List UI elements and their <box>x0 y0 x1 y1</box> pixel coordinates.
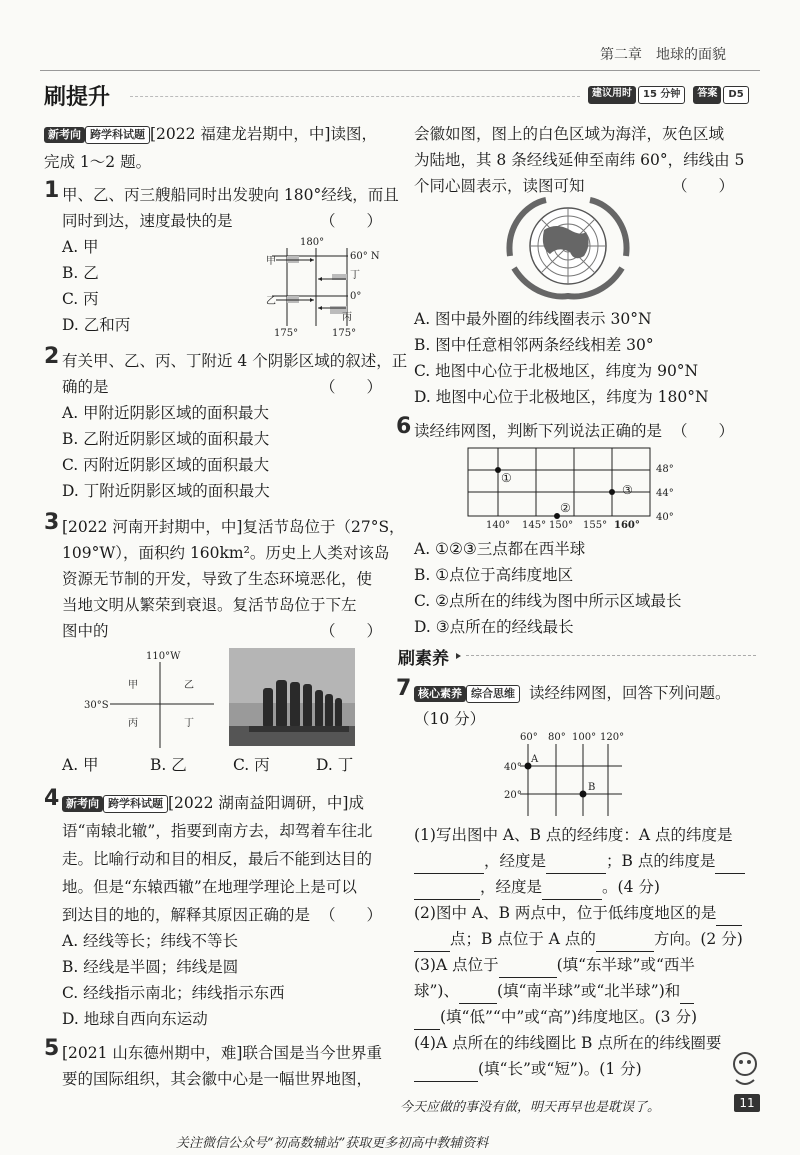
q4-tag-new: 新考向 <box>62 796 103 812</box>
q3-option-c: C. 丙 <box>233 756 270 774</box>
q7-sub3-l1a: (3)A 点位于 <box>414 956 499 974</box>
q2-line2: 确的是 <box>62 378 109 396</box>
q7-sub3-l2a: 球”)、 <box>414 982 459 1000</box>
fig3-lat: 30°S <box>84 700 109 711</box>
fig3-lon: 110°W <box>146 651 181 662</box>
answer-blank[interactable] <box>542 882 602 900</box>
q7-sub1-line2 <box>414 848 745 874</box>
answer-blank[interactable] <box>414 882 480 900</box>
q2-option-a: A. 甲附近阴影区域的面积最大 <box>62 404 270 422</box>
q7-sub2-l2b: 方向。(2 分) <box>653 930 743 948</box>
answer-label: 答案 <box>693 86 721 104</box>
q7-sub3-line2 <box>414 978 694 1004</box>
answer-blank[interactable] <box>680 986 694 1004</box>
q6-option-b: B. ①点位于高纬度地区 <box>414 566 574 584</box>
q3-line2: 109°W），面积约 160km²。历史上人类对该岛 <box>62 544 390 562</box>
un-emblem-figure <box>500 196 636 300</box>
q6-line1: 读经纬网图，判断下列说法正确的是 <box>414 422 663 440</box>
q5-number: 5 <box>44 1036 60 1061</box>
fig6-lon145: 145° <box>522 520 547 530</box>
answer-blank[interactable] <box>459 986 497 1004</box>
fig1-yi: 乙 <box>266 296 276 307</box>
q5-option-a: A. 图中最外圈的纬线圈表示 30°N <box>414 310 652 328</box>
q3-option-a: A. 甲 <box>62 756 99 774</box>
q4-line2: 语“南辕北辙”，指要到南方去，却驾着车往北 <box>62 822 373 840</box>
q4-number: 4 <box>44 786 60 811</box>
q7-sub2-l1: (2)图中 A、B 两点中，位于低纬度地区的是 <box>414 904 717 922</box>
time-box <box>588 86 749 104</box>
fig1-jia: 甲 <box>266 256 276 267</box>
q-intro <box>44 121 377 147</box>
answer-blank[interactable] <box>414 856 484 874</box>
answer-blank[interactable] <box>546 856 606 874</box>
q2-option-b: B. 乙附近阴影区域的面积最大 <box>62 430 270 448</box>
q6-grid-figure <box>460 446 690 530</box>
q7-tag-core: 核心素养 <box>414 686 466 702</box>
time-value: 15 分钟 <box>638 86 685 104</box>
answer-blank[interactable] <box>596 934 654 952</box>
q7-line1 <box>414 680 730 706</box>
q7-sub1-line3 <box>414 874 660 900</box>
mascot-icon <box>728 1050 762 1090</box>
q7-sub3-l1b: (填“东半球”或“西半 <box>556 956 695 974</box>
fig3-jia: 甲 <box>128 680 138 691</box>
q2-number: 2 <box>44 344 60 369</box>
q6-option-d: D. ③点所在的经线最长 <box>414 618 574 636</box>
answer-blank[interactable] <box>414 1012 440 1030</box>
fig6-lat44: 44° <box>656 488 674 499</box>
fig7-point-b: B <box>588 782 596 793</box>
q6-number: 6 <box>396 414 412 439</box>
q4-paren: （ ） <box>320 906 383 924</box>
answer-blank[interactable] <box>715 856 745 874</box>
q7-sub1-l2b: ；B 点的纬度是 <box>606 852 716 870</box>
fig1-bing: 丙 <box>342 312 352 323</box>
q5-line3: 会徽如图，图上的白色区域为海洋，灰色区域 <box>414 125 725 143</box>
q3-moai-photo <box>229 648 355 746</box>
q4-line1 <box>62 790 364 816</box>
fig7-lon120: 120° <box>600 732 625 743</box>
q5-paren: （ ） <box>672 177 735 195</box>
q1-option-c: C. 丙 <box>62 290 99 308</box>
q4-line1-text: [2022 湖南益阳调研，中]成 <box>168 794 364 812</box>
q1-line2: 同时到达，速度最快的是 <box>62 212 233 230</box>
q7-grid-figure <box>500 728 640 822</box>
q5-line2: 要的国际组织，其会徽中心是一幅世界地图， <box>62 1070 373 1088</box>
q7-sub2-line1 <box>414 900 742 926</box>
fig7-lat40: 40° <box>504 762 522 773</box>
footer-note: 关注微信公众号“初高数辅站”获取更多初高中教辅资料 <box>176 1136 489 1151</box>
q7-sub2-line2 <box>414 926 743 952</box>
q5-option-b: B. 图中任意相邻两条经线相差 30° <box>414 336 654 354</box>
q7-number: 7 <box>396 676 412 701</box>
fig6-lon160: 160° <box>614 520 640 530</box>
answer-blank[interactable] <box>499 960 557 978</box>
header-rule <box>40 70 760 71</box>
fig7-point-a: A <box>531 754 539 765</box>
q3-option-b: B. 乙 <box>150 756 187 774</box>
q7-sub4-l2: (填“长”或“短”)。(1 分) <box>478 1060 642 1078</box>
fig6-lon155: 155° <box>583 520 608 530</box>
fig7-lon60: 60° <box>520 732 538 743</box>
q5-line4: 为陆地，其 8 条经线延伸至南纬 60°，纬线由 5 <box>414 151 745 169</box>
q4-line4: 地。但是“东辕西辙”在地理学理论上是可以 <box>62 878 357 896</box>
footer-motto: 今天应做的事没有做，明天再早也是耽误了。 <box>400 1100 661 1115</box>
fig6-lon150: 150° <box>549 520 574 530</box>
q4-option-d: D. 地球自西向东运动 <box>62 1010 208 1028</box>
q3-quadrant-figure <box>80 648 220 750</box>
q7-line1-text: 读经纬网图，回答下列问题。 <box>528 684 731 702</box>
q3-line4: 当地文明从繁荣到衰退。复活节岛位于下左 <box>62 596 357 614</box>
answer-page: D5 <box>723 86 748 104</box>
q7-sub4-line1: (4)A 点所在的纬线圈比 B 点所在的纬线圈要 <box>414 1034 722 1052</box>
fig1-lat60: 60° N <box>350 251 380 262</box>
fig1-lon-right: 175° <box>332 328 357 339</box>
q3-option-d: D. 丁 <box>316 756 354 774</box>
q4-tag-cross: 跨学科试题 <box>103 795 168 813</box>
fig1-lon-left: 175° <box>274 328 299 339</box>
fig1-label-180: 180° <box>300 237 325 248</box>
fig6-lat48: 48° <box>656 464 674 475</box>
fig3-ding: 丁 <box>184 718 194 729</box>
q-intro-line1: [2022 福建龙岩期中，中]读图， <box>150 125 377 143</box>
q4-option-b: B. 经线是半圆；纬线是圆 <box>62 958 239 976</box>
fig1-lat0: 0° <box>350 291 362 302</box>
fig6-p2: ② <box>560 501 571 515</box>
tag-cross: 跨学科试题 <box>85 126 150 144</box>
q5-option-d: D. 地图中心位于北极地区，纬度为 180°N <box>414 388 709 406</box>
q5-line5: 个同心圆表示，读图可知 <box>414 177 585 195</box>
q1-option-b: B. 乙 <box>62 264 99 282</box>
q7-sub3-l3: (填“低”“中”或“高”)纬度地区。(3 分) <box>440 1008 698 1026</box>
q7-sub1-l3a: ，经度是 <box>480 878 543 896</box>
fig7-lat20: 20° <box>504 790 522 801</box>
q3-line1: [2022 河南开封期中，中]复活节岛位于（27°S， <box>62 518 405 536</box>
section-dots <box>466 655 756 656</box>
q2-line1: 有关甲、乙、丙、丁附近 4 个阴影区域的叙述，正 <box>62 352 408 370</box>
q6-paren: （ ） <box>672 422 735 440</box>
q4-line5: 到达目的地的，解释其原因正确的是 <box>62 906 311 924</box>
fig7-lon100: 100° <box>572 732 597 743</box>
answer-blank[interactable] <box>414 1064 478 1082</box>
answer-blank[interactable] <box>414 934 450 952</box>
q1-option-a: A. 甲 <box>62 238 99 256</box>
q1-option-d: D. 乙和丙 <box>62 316 131 334</box>
q6-option-c: C. ②点所在的纬线为图中所示区域最长 <box>414 592 682 610</box>
q5-line1: [2021 山东德州期中，难]联合国是当今世界重 <box>62 1044 382 1062</box>
answer-blank[interactable] <box>716 908 742 926</box>
page-number: 11 <box>734 1094 760 1112</box>
fig7-lon80: 80° <box>548 732 566 743</box>
q4-line3: 走。比喻行动和目的相反，最后不能到达目的 <box>62 850 373 868</box>
q1-line1: 甲、乙、丙三艘船同时出发驶向 180°经线，而且 <box>62 186 399 204</box>
q7-sub1-l3b: 。(4 分) <box>602 878 660 896</box>
q2-option-c: C. 丙附近阴影区域的面积最大 <box>62 456 270 474</box>
fig3-yi: 乙 <box>184 680 194 691</box>
q7-tag-think: 综合思维 <box>466 685 520 703</box>
chapter-title: 第二章 地球的面貌 <box>600 47 726 63</box>
q1-ship-figure <box>262 234 392 340</box>
q7-sub3-l2b: (填“南半球”或“北半球”)和 <box>496 982 681 1000</box>
q3-line5: 图中的 <box>62 622 109 640</box>
fig6-p3: ③ <box>622 483 633 497</box>
q7-sub4-line2 <box>414 1056 642 1082</box>
section-title-text: 刷提升 <box>44 85 111 110</box>
fig6-lon140: 140° <box>486 520 511 530</box>
q7-sub3-line1 <box>414 952 695 978</box>
q2-paren: （ ） <box>320 378 383 396</box>
q1-number: 1 <box>44 178 60 203</box>
q-intro-line2: 完成 1～2 题。 <box>44 153 152 171</box>
fig6-p1: ① <box>501 471 512 485</box>
fig1-ding: 丁 <box>350 270 360 281</box>
q7-sub1-line1: (1)写出图中 A、B 点的经纬度：A 点的纬度是 <box>414 826 733 844</box>
q2-option-d: D. 丁附近阴影区域的面积最大 <box>62 482 270 500</box>
q6-option-a: A. ①②③三点都在西半球 <box>414 540 586 558</box>
section-title-suyang: 刷素养 <box>398 649 449 669</box>
time-label: 建议用时 <box>588 86 636 104</box>
q3-paren: （ ） <box>320 622 383 640</box>
q7-sub1-l2a: ，经度是 <box>484 852 547 870</box>
q3-number: 3 <box>44 510 60 535</box>
header-dots-rule <box>130 96 580 97</box>
section-arrow <box>456 653 461 659</box>
section-title-shua <box>44 80 110 111</box>
q3-line3: 资源无节制的开发，导致了生态环境恶化，使 <box>62 570 373 588</box>
fig3-bing: 丙 <box>128 718 138 729</box>
q4-option-c: C. 经线指示南北；纬线指示东西 <box>62 984 285 1002</box>
q1-paren: （ ） <box>320 212 383 230</box>
q4-option-a: A. 经线等长；纬线不等长 <box>62 932 239 950</box>
q7-score: （10 分） <box>414 710 486 728</box>
tag-new: 新考向 <box>44 127 85 143</box>
q7-sub2-l2a: 点；B 点位于 A 点的 <box>450 930 596 948</box>
q7-sub3-line3 <box>414 1004 697 1030</box>
q5-option-c: C. 地图中心位于北极地区，纬度为 90°N <box>414 362 699 380</box>
fig6-lat40: 40° <box>656 512 674 523</box>
